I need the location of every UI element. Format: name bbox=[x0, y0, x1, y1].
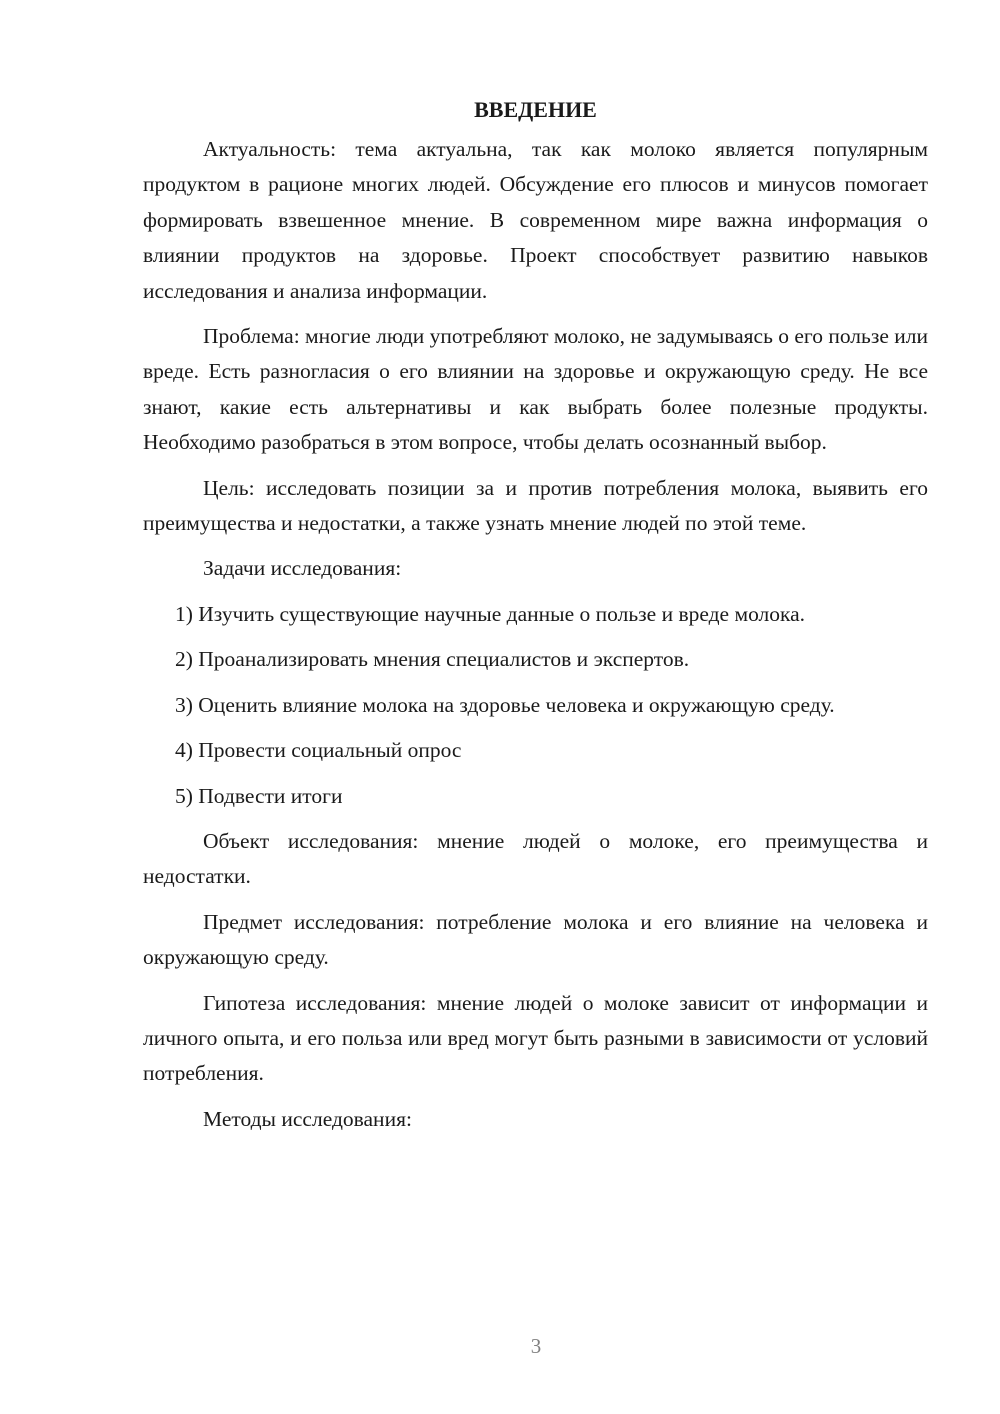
object-paragraph: Объект исследования: мнение людей о молоке, его преимущества и недостатки. bbox=[143, 828, 928, 889]
goal-paragraph: Цель: исследовать позиции за и против потребления молока, выявить его преимущества и недостатки, а также узнать мнение людей по этой теме. bbox=[143, 475, 928, 536]
tasks-title: Задачи исследования: bbox=[203, 556, 402, 581]
methods-title: Методы исследования: bbox=[203, 1106, 412, 1131]
hypothesis-paragraph: Гипотеза исследования: мнение людей о молоке зависит от информации и личного опыта, и его польза или вред могут быть разными в зависимости от условий потребления. bbox=[143, 990, 928, 1086]
list-item: 5) Подвести итоги bbox=[175, 783, 343, 808]
relevance-paragraph: Актуальность: тема актуальна, так как молоко является популярным продуктом в рационе многих людей. Обсуждение его плюсов и минусов помогает формировать взвешенное мнение. В современном мире важна информация о влиянии продуктов на здоровье. Проект способствует развитию навыков исследования и анализа информации. bbox=[143, 137, 928, 303]
problem-paragraph: Проблема: многие люди употребляют молоко, не задумываясь о его пользе или вреде. Есть разногласия о его влиянии на здоровье и окружающую среду. Не все знают, какие есть альтернативы и как выбрать более полезные продукты. Необходимо разобраться в этом вопросе, чтобы делать осознанный выбор. bbox=[143, 324, 928, 455]
subject-paragraph: Предмет исследования: потребление молока и его влияние на человека и окружающую среду. bbox=[143, 909, 928, 970]
list-item: 3) Оценить влияние молока на здоровье человека и окружающую среду. bbox=[175, 692, 835, 717]
list-item: 2) Проанализировать мнения специалистов и экспертов. bbox=[175, 647, 690, 672]
list-item: 1) Изучить существующие научные данные о пользе и вреде молока. bbox=[175, 601, 806, 626]
document-page bbox=[143, 92, 928, 1147]
page-number: 3 bbox=[530, 1334, 542, 1358]
section-heading: ВВЕДЕНИЕ bbox=[474, 97, 597, 122]
tasks-list bbox=[143, 597, 928, 814]
list-item: 4) Провести социальный опрос bbox=[175, 738, 462, 763]
